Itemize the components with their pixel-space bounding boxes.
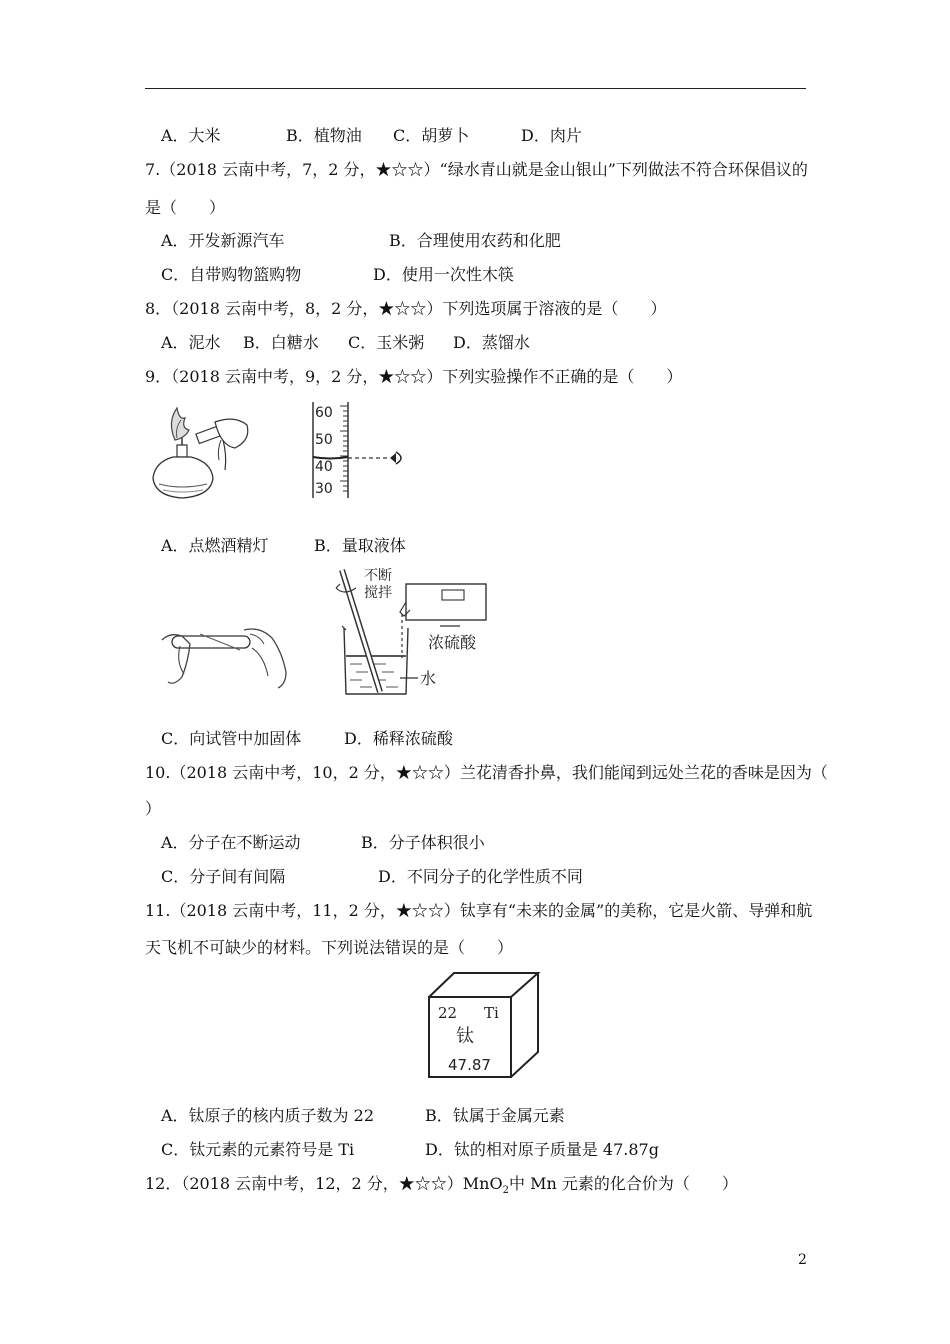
label-water: 水	[420, 669, 437, 688]
q11-stem-line1: 11.（2018 云南中考，11，2 分，★☆☆）钛享有“未来的金属”的美称，它是火箭、导弹和航	[145, 901, 813, 920]
q8-option-d: D．蒸馏水	[453, 333, 530, 352]
q11-option-c: C．钛元素的元素符号是 Ti	[161, 1140, 355, 1159]
q9-option-d: D．稀释浓硫酸	[344, 729, 453, 748]
q11-stem-line2: 天飞机不可缺少的材料。下列说法错误的是（ ）	[145, 938, 514, 957]
q12-stem	[145, 1173, 738, 1202]
q6-option-b: B．植物油	[286, 126, 362, 145]
q12-subscript: 2	[502, 1185, 509, 1197]
cylinder-tick-50: 50	[315, 432, 333, 448]
cylinder-tick-60: 60	[315, 405, 333, 421]
q10-option-a: A．分子在不断运动	[161, 833, 301, 852]
q7-option-b: B．合理使用农药和化肥	[389, 231, 561, 250]
q7-stem-line2: 是（ ）	[145, 198, 226, 217]
figure-alcohol-lamp	[155, 400, 255, 505]
figure-test-tube	[160, 622, 295, 692]
figure-graduated-cylinder	[310, 400, 420, 500]
q10-option-b: B．分子体积很小	[361, 833, 485, 852]
element-name: 钛	[456, 1026, 474, 1047]
q8-option-c: C．玉米粥	[348, 333, 425, 352]
q8-option-b: B．白糖水	[243, 333, 319, 352]
element-cube-titanium	[426, 970, 546, 1080]
q6-option-a: A．大米	[161, 126, 221, 145]
page-number: 2	[798, 1252, 807, 1268]
q11-option-d: D．钛的相对原子质量是 47.87g	[425, 1140, 659, 1159]
q10-option-c: C．分子间有间隔	[161, 867, 286, 886]
cylinder-tick-30: 30	[315, 481, 333, 497]
q12-stem-prefix: 12．（2018 云南中考，12，2 分，★☆☆）MnO	[145, 1174, 503, 1193]
label-concentrated-acid: 浓硫酸	[428, 633, 477, 652]
element-symbol: Ti	[484, 1004, 499, 1022]
figure-dilute-acid	[330, 566, 490, 698]
q8-option-a: A．泥水	[161, 333, 221, 352]
q9-option-a: A．点燃酒精灯	[161, 536, 269, 555]
q7-stem-line1: 7.（2018 云南中考，7，2 分，★☆☆）“绿水青山就是金山银山”下列做法不符合环保倡议的	[145, 160, 808, 179]
label-stir-2: 搅拌	[364, 585, 392, 601]
q9-stem: 9．（2018 云南中考，9，2 分，★☆☆）下列实验操作不正确的是（ ）	[145, 367, 683, 386]
q6-option-c: C．胡萝卜	[393, 126, 470, 145]
q7-option-a: A．开发新源汽车	[161, 231, 285, 250]
q11-option-a: A．钛原子的核内质子数为 22	[161, 1106, 375, 1125]
element-atomic-mass: 47.87	[448, 1056, 491, 1074]
q8-stem: 8．（2018 云南中考，8，2 分，★☆☆）下列选项属于溶液的是（ ）	[145, 299, 667, 318]
q10-option-d: D．不同分子的化学性质不同	[378, 867, 583, 886]
q10-stem-line1: 10.（2018 云南中考，10，2 分，★☆☆）兰花清香扑鼻，我们能闻到远处兰花的香味是因为（	[145, 763, 828, 782]
q7-option-c: C．自带购物篮购物	[161, 265, 302, 284]
q11-option-b: B．钛属于金属元素	[425, 1106, 565, 1125]
header-rule	[145, 88, 806, 89]
label-stir-1: 不断	[364, 568, 392, 584]
q9-option-c: C．向试管中加固体	[161, 729, 302, 748]
q12-stem-suffix: 中 Mn 元素的化合价为（ ）	[508, 1174, 738, 1193]
q6-option-d: D．肉片	[521, 126, 582, 145]
q9-option-b: B．量取液体	[314, 536, 406, 555]
cylinder-tick-40: 40	[315, 459, 333, 475]
q7-option-d: D．使用一次性木筷	[373, 265, 514, 284]
element-atomic-number: 22	[438, 1004, 458, 1022]
q10-stem-line2: ）	[145, 799, 162, 818]
